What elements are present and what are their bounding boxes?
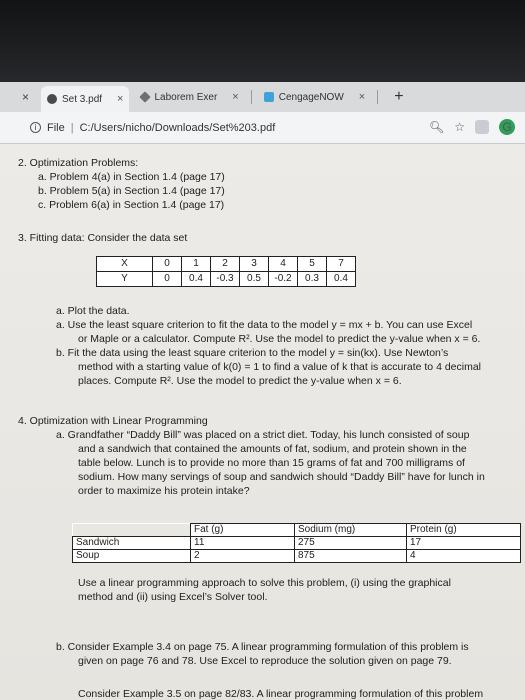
tab-cengage[interactable]	[258, 85, 371, 109]
cengage-icon	[264, 92, 274, 102]
table-row	[73, 550, 521, 563]
s3-item-b-line2: method with a starting value of k(0) = 1 to find a value of k that is accurate to 4 decimal	[78, 361, 482, 373]
s4-item-b-line2: given on page 76 and 78. Use Excel to reproduce the solution given on page 79.	[78, 655, 452, 667]
data-set-table	[96, 256, 356, 287]
close-icon[interactable]: ×	[232, 91, 239, 103]
table-cell: 0.3	[298, 272, 327, 287]
star-icon[interactable]: ☆	[454, 120, 465, 134]
s4-item-a-line3: table below. Lunch is to provide no more than 15 grams of fat and 700 milligrams of	[78, 457, 465, 469]
section-3-title: 3. Fitting data: Consider the data set	[18, 232, 188, 244]
table-cell: 4	[407, 550, 521, 563]
table-cell: 0.4	[327, 272, 356, 287]
s2-item-a: a. Problem 4(a) in Section 1.4 (page 17)	[38, 171, 225, 183]
s4-item-a-after-line1: Use a linear programming approach to solve this problem, (i) using the graphical	[78, 577, 451, 589]
close-icon[interactable]: ×	[22, 90, 30, 104]
new-tab-button[interactable]: +	[394, 88, 404, 105]
address-divider: |	[70, 121, 74, 134]
tab-label: Laborem Exer	[154, 91, 218, 103]
globe-icon	[47, 94, 57, 104]
s4-item-a-line2: and a sandwich that contained the amounts of fat, sodium, and protein shown in the	[78, 443, 467, 455]
table-row	[97, 257, 356, 272]
grammarly-icon[interactable]: G	[499, 119, 515, 135]
tab-separator	[251, 90, 252, 104]
table-header: Protein (g)	[407, 524, 521, 537]
table-cell: -0.3	[211, 272, 240, 287]
address-bar[interactable]	[0, 112, 525, 144]
s4-item-a-line4: sodium. How many servings of soup and sandwich should “Daddy Bill” have for lunch in	[78, 471, 485, 483]
table-cell	[73, 524, 191, 537]
s4-item-a-line5: order to maximize his protein intake?	[78, 485, 250, 497]
s3-item-a2-line1: a. Use the least square criterion to fit the data to the model y = mx + b. You can use Excel	[56, 319, 473, 331]
table-cell: 4	[269, 257, 298, 272]
table-cell: 5	[298, 257, 327, 272]
laborem-icon	[140, 91, 151, 102]
s4-item-a-line1: a. Grandfather “Daddy Bill” was placed on a strict diet. Today, his lunch consisted of soup	[56, 429, 470, 441]
table-cell: 2	[191, 550, 295, 563]
table-cell: 0.5	[240, 272, 269, 287]
table-header: Fat (g)	[191, 524, 295, 537]
close-icon[interactable]: ×	[358, 91, 366, 103]
table-cell: 1	[182, 257, 211, 272]
pdf-page	[0, 144, 525, 700]
table-cell: 7	[327, 257, 356, 272]
tab-label: CengageNOW	[278, 91, 344, 103]
table-cell: Sandwich	[73, 537, 191, 550]
table-cell: 3	[240, 257, 269, 272]
tab-label: Set 3.pdf	[62, 93, 103, 105]
table-header: Sodium (mg)	[295, 524, 407, 537]
s3-item-b-line3: places. Compute R². Use the model to predict the y-value when x = 6.	[78, 375, 402, 387]
table-cell: Soup	[73, 550, 191, 563]
address-scheme: File	[47, 121, 65, 134]
table-cell: Y	[97, 272, 153, 287]
tab-separator	[377, 90, 378, 104]
address-path[interactable]: C:/Users/nicho/Downloads/Set%203.pdf	[79, 121, 276, 134]
s4-item-a-after-line2: method and (ii) using Excel’s Solver tool.	[78, 591, 268, 603]
s2-item-b: b. Problem 5(a) in Section 1.4 (page 17)	[38, 185, 225, 197]
tab-bar	[0, 82, 525, 112]
extension-icon[interactable]	[475, 120, 489, 134]
table-cell: 2	[211, 257, 240, 272]
table-cell: 11	[191, 537, 295, 550]
table-cell: 875	[295, 550, 407, 563]
info-icon[interactable]: i	[30, 122, 41, 133]
table-row	[73, 524, 521, 537]
s3-item-b-line1: b. Fit the data using the least square criterion to the model y = sin(kx). Use Newton’s	[56, 347, 449, 359]
table-cell: 0	[153, 272, 182, 287]
tab-set3[interactable]	[41, 86, 129, 112]
table-cell: 17	[407, 537, 521, 550]
section-2-title: 2. Optimization Problems:	[18, 157, 139, 169]
nutrition-table	[72, 523, 521, 563]
table-cell: X	[97, 257, 153, 272]
address-actions	[429, 119, 515, 135]
table-cell: 0	[153, 257, 182, 272]
tab-laborem[interactable]	[135, 85, 244, 109]
table-row	[97, 272, 356, 287]
zoom-icon[interactable]: 🔍︎	[429, 120, 445, 134]
s3-item-a1: a. Plot the data.	[56, 305, 130, 317]
section-4-title: 4. Optimization with Linear Programming	[18, 415, 208, 427]
s3-item-a2-line2: or Maple or a calculator. Compute R². Use the model to predict the y-value when x = 6.	[78, 333, 481, 345]
table-cell: 0.4	[182, 272, 211, 287]
s4-item-c-partial: Consider Example 3.5 on page 82/83. A linear programming formulation of this problem	[78, 688, 484, 700]
table-cell: 275	[295, 537, 407, 550]
table-cell: -0.2	[269, 272, 298, 287]
monitor-bezel	[0, 0, 525, 82]
s4-item-b-line1: b. Consider Example 3.4 on page 75. A linear programming formulation of this problem is	[56, 641, 469, 653]
close-icon[interactable]: ×	[117, 93, 124, 105]
table-row	[73, 537, 521, 550]
s2-item-c: c. Problem 6(a) in Section 1.4 (page 17)	[38, 199, 225, 211]
